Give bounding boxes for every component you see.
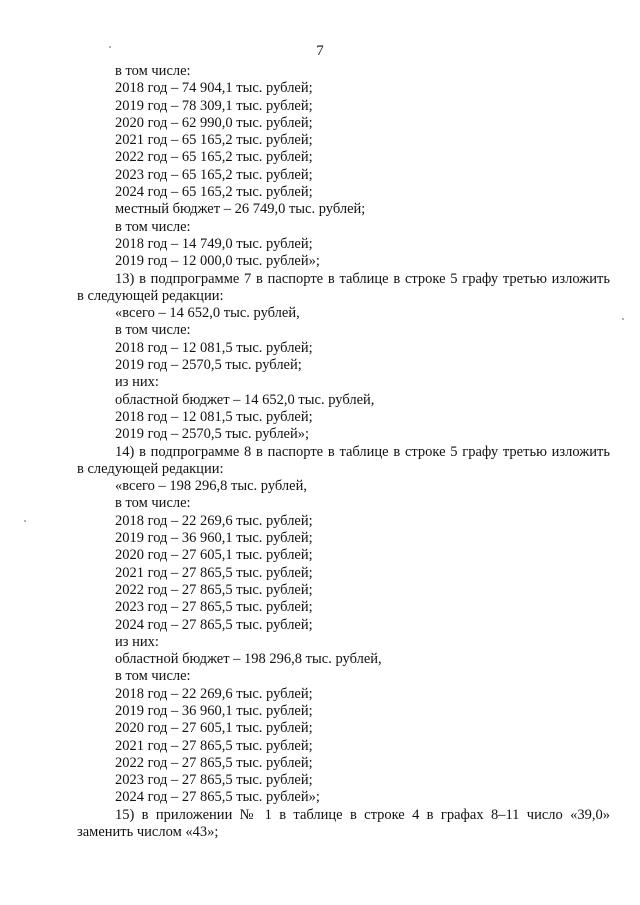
text-line: 2022 год – 65 165,2 тыс. рублей; [115, 149, 313, 166]
text-line: заменить числом «43»; [77, 824, 219, 841]
text-line: 2019 год – 2570,5 тыс. рублей»; [115, 426, 310, 443]
text-line: 14) в подпрограмме 8 в паспорте в таблице в строке 5 графу третью изложить [115, 443, 610, 460]
text-line: в том числе: [115, 495, 191, 512]
document-body [77, 63, 610, 841]
text-line: местный бюджет – 26 749,0 тыс. рублей; [115, 201, 366, 218]
text-line: 2021 год – 27 865,5 тыс. рублей; [115, 737, 313, 754]
text-line: областной бюджет – 14 652,0 тыс. рублей, [115, 391, 375, 408]
text-line: 2023 год – 27 865,5 тыс. рублей; [115, 599, 313, 616]
text-line: областной бюджет – 198 296,8 тыс. рублей, [115, 651, 382, 668]
text-line: 2018 год – 22 269,6 тыс. рублей; [115, 512, 313, 529]
text-line: в том числе: [115, 322, 191, 339]
text-line: в том числе: [115, 218, 191, 235]
text-line: 2019 год – 2570,5 тыс. рублей; [115, 357, 302, 374]
text-line: в том числе: [115, 63, 191, 79]
text-line: 2020 год – 62 990,0 тыс. рублей; [115, 114, 313, 131]
text-line: 2022 год – 27 865,5 тыс. рублей; [115, 754, 313, 771]
text-line: «всего – 14 652,0 тыс. рублей, [115, 305, 300, 322]
scan-speck [109, 46, 111, 48]
text-line: 2019 год – 78 309,1 тыс. рублей; [115, 97, 313, 114]
text-line: 2024 год – 27 865,5 тыс. рублей»; [115, 789, 320, 806]
page-number: 7 [316, 43, 324, 59]
text-line: 2018 год – 12 081,5 тыс. рублей; [115, 339, 313, 356]
text-line: 2023 год – 65 165,2 тыс. рублей; [115, 166, 313, 183]
text-line: из них: [115, 374, 159, 391]
text-line: 15) в приложении № 1 в таблице в строке 4 в графах 8–11 число «39,0» [115, 806, 610, 823]
text-line: 2018 год – 74 904,1 тыс. рублей; [115, 80, 313, 97]
scan-speck [622, 318, 624, 320]
text-line: 2020 год – 27 605,1 тыс. рублей; [115, 720, 313, 737]
text-line: 2022 год – 27 865,5 тыс. рублей; [115, 581, 313, 598]
text-line: 2024 год – 27 865,5 тыс. рублей; [115, 616, 313, 633]
text-line: в следующей редакции: [77, 460, 224, 477]
text-line: 2021 год – 65 165,2 тыс. рублей; [115, 132, 313, 149]
text-line: «всего – 198 296,8 тыс. рублей, [115, 478, 307, 495]
text-line: из них: [115, 633, 159, 650]
text-line: 2018 год – 14 749,0 тыс. рублей; [115, 235, 313, 252]
text-line: 2020 год – 27 605,1 тыс. рублей; [115, 547, 313, 564]
text-line: 2018 год – 22 269,6 тыс. рублей; [115, 685, 313, 702]
scan-speck [24, 520, 26, 522]
text-line: 13) в подпрограмме 7 в паспорте в таблице в строке 5 графу третью изложить [115, 270, 610, 287]
text-line: 2023 год – 27 865,5 тыс. рублей; [115, 772, 313, 789]
text-line: 2019 год – 36 960,1 тыс. рублей; [115, 530, 313, 547]
text-line: в следующей редакции: [77, 287, 224, 304]
text-line: 2021 год – 27 865,5 тыс. рублей; [115, 564, 313, 581]
text-line: 2018 год – 12 081,5 тыс. рублей; [115, 408, 313, 425]
text-line: 2024 год – 65 165,2 тыс. рублей; [115, 184, 313, 201]
text-line: в том числе: [115, 668, 191, 685]
text-line: 2019 год – 36 960,1 тыс. рублей; [115, 702, 313, 719]
text-line: 2019 год – 12 000,0 тыс. рублей»; [115, 253, 320, 270]
